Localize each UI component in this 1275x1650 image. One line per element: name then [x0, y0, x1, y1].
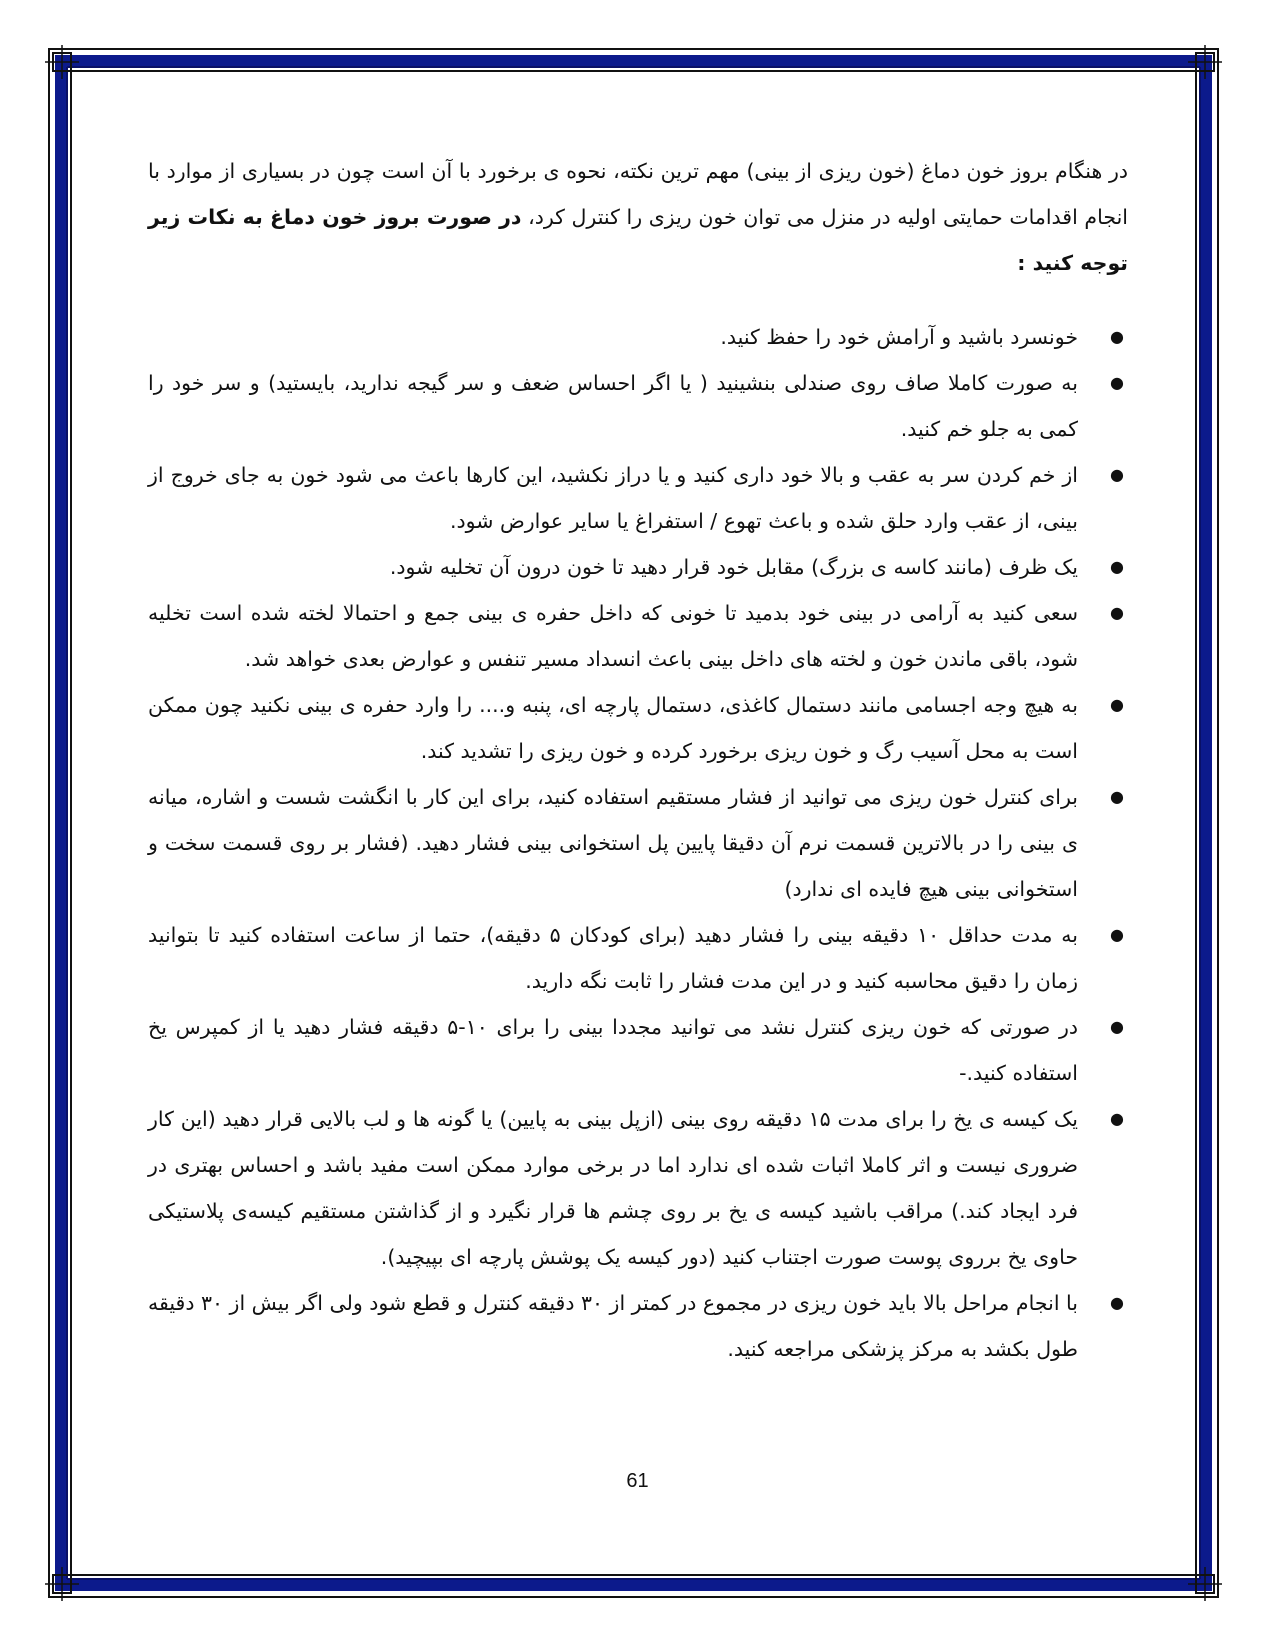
list-item: [148, 912, 1128, 1004]
list-item-text: با انجام مراحل بالا باید خون ریزی در مجموع در کمتر از ۳۰ دقیقه کنترل و قطع شود ولی اگر بیش از ۳۰ دقیقه طول بکشد به مرکز پزشکی مراجعه کنید.: [148, 1291, 1078, 1361]
bullet-icon: ●: [1110, 695, 1124, 714]
frame-corner-ornament: [1188, 1567, 1222, 1601]
bullet-icon: ●: [1110, 603, 1124, 622]
list-item-text: به هیچ وجه اجسامی مانند دستمال کاغذی، دستمال پارچه ای، پنبه و.... را وارد حفره ی بینی نکنید چون ممکن است به محل آسیب رگ و خون ریزی برخورد کرده و خون ریزی را تشدید کند.: [148, 693, 1078, 763]
list-item: [148, 452, 1128, 544]
intro-paragraph: [148, 148, 1128, 286]
list-item: [148, 590, 1128, 682]
bullet-icon: ●: [1110, 373, 1124, 392]
bullet-icon: ●: [1110, 787, 1124, 806]
intro-bold-text: در صورت بروز خون دماغ به نکات زیر توجه کنید :: [148, 205, 1128, 275]
list-item: [148, 314, 1128, 360]
frame-corner-ornament: [45, 45, 79, 79]
bullet-icon: ●: [1110, 1017, 1124, 1036]
list-item: [148, 682, 1128, 774]
list-item-text: یک ظرف (مانند کاسه ی بزرگ) مقابل خود قرار دهید تا خون درون آن تخلیه شود.: [389, 555, 1078, 579]
list-item: [148, 360, 1128, 452]
list-item: [148, 774, 1128, 912]
list-item-text: به مدت حداقل ۱۰ دقیقه بینی را فشار دهید (برای کودکان ۵ دقیقه)، حتما از ساعت استفاده کنید تا بتوانید زمان را دقیق محاسبه کنید و در این مدت فشار را ثابت نگه دارید.: [148, 923, 1078, 993]
list-item: [148, 1096, 1128, 1280]
list-item: [148, 1280, 1128, 1372]
list-item-text: در صورتی که خون ریزی کنترل نشد می توانید مجددا بینی را برای ۱۰-۵ دقیقه فشار دهید یا از کمپرس یخ استفاده کنید.-: [148, 1015, 1079, 1085]
instructions-list: [148, 314, 1128, 1372]
bullet-icon: ●: [1110, 557, 1124, 576]
list-item: [148, 544, 1128, 590]
list-item-text: یک کیسه ی یخ را برای مدت ۱۵ دقیقه روی بینی (ازپل بینی به پایین) یا گونه ها و لب بالایی قرار دهید (این کار ضروری نیست و اثر کاملا اثبات شده ای ندارد اما در برخی موارد ممکن است مفید باشد و احساس بهتری در فرد ایجاد کند.) مراقب باشید کیسه ی یخ بر روی چشم ها قرار نگیرد و از گذاشتن مستقیم کیسه‌ی پلاستیکی حاوی یخ برروی پوست صورت اجتناب کنید (دور کیسه یک پوشش پارچه ای بپیچید).: [148, 1107, 1078, 1269]
bullet-icon: ●: [1110, 925, 1124, 944]
bullet-icon: ●: [1110, 327, 1124, 346]
list-item-text: خونسرد باشید و آرامش خود را حفظ کنید.: [720, 325, 1078, 349]
list-item: [148, 1004, 1128, 1096]
intro-text: در هنگام بروز خون دماغ (خون ریزی از بینی) مهم ترین نکته، نحوه ی برخورد با آن است چون در بسیاری از موارد با انجام اقدامات حمایتی اولیه در منزل می توان خون ریزی را کنترل کرد،: [148, 159, 1128, 229]
bullet-icon: ●: [1110, 1109, 1124, 1128]
page-number: 61: [626, 1470, 649, 1492]
list-item-text: به صورت کاملا صاف روی صندلی بنشینید ( یا اگر احساس ضعف و سر گیجه ندارید، بایستید) و سر خود را کمی به جلو خم کنید.: [148, 371, 1078, 441]
page-content: [148, 148, 1128, 1372]
frame-corner-ornament: [45, 1567, 79, 1601]
bullet-icon: ●: [1110, 1293, 1124, 1312]
list-item-text: سعی کنید به آرامی در بینی خود بدمید تا خونی که داخل حفره ی بینی جمع و احتمالا لخته شده است تخلیه شود، باقی ماندن خون و لخته های داخل بینی باعث انسداد مسیر تنفس و عوارض بعدی خواهد شد.: [148, 601, 1078, 671]
frame-corner-ornament: [1188, 45, 1222, 79]
bullet-icon: ●: [1110, 465, 1124, 484]
list-item-text: از خم کردن سر به عقب و بالا خود داری کنید و یا دراز نکشید، این کارها باعث می شود خون به جای خروج از بینی، از عقب وارد حلق شده و باعث تهوع / استفراغ یا سایر عوارض شود.: [148, 463, 1078, 533]
list-item-text: برای کنترل خون ریزی می توانید از فشار مستقیم استفاده کنید، برای این کار با انگشت شست و اشاره، میانه ی بینی را در بالاترین قسمت نرم آن دقیقا پایین پل استخوانی بینی فشار دهید. (فشار بر روی قسمت سخت و استخوانی بینی هیچ فایده ای ندارد): [148, 785, 1078, 901]
